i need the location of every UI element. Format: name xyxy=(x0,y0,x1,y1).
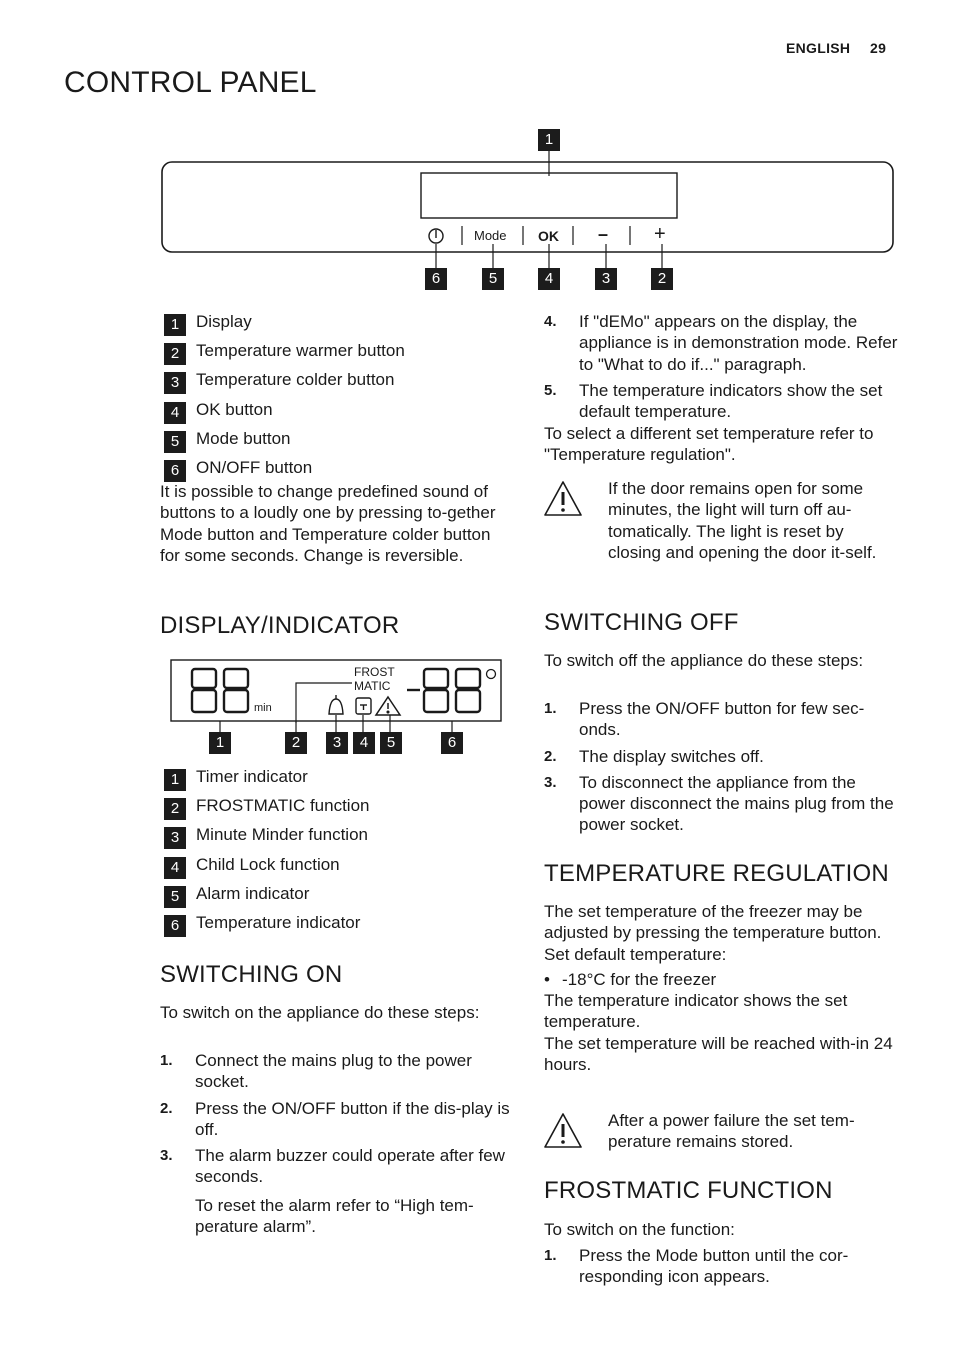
step-text: If "dEMo" appears on the display, the appliance is in demonstration mode. Refer to "What to do if..." paragraph. xyxy=(579,312,898,374)
step-item xyxy=(160,1098,515,1141)
legend-badge: 1 xyxy=(164,769,186,791)
legend-label: Mode button xyxy=(196,428,291,448)
language-label: ENGLISH xyxy=(786,40,851,56)
legend-item xyxy=(164,399,504,428)
step-item xyxy=(544,311,899,375)
step-text: Press the ON/OFF button if the dis-play is off. xyxy=(195,1098,510,1139)
step-item xyxy=(544,746,899,767)
step-extra-text: To reset the alarm refer to “High tem-perature alarm”. xyxy=(195,1195,474,1237)
legend-badge: 2 xyxy=(164,343,186,365)
legend-badge: 4 xyxy=(164,402,186,424)
lcd-badge-temperature: 6 xyxy=(441,732,463,754)
power-failure-warning-text: After a power failure the set tem-perature remains stored. xyxy=(608,1111,855,1152)
legend-item xyxy=(164,766,504,795)
step-item xyxy=(160,1145,515,1237)
lcd-diagram xyxy=(170,659,504,759)
legend-label: ON/OFF button xyxy=(196,457,313,477)
legend-label: Temperature indicator xyxy=(196,912,361,932)
legend-label: Alarm indicator xyxy=(196,883,310,903)
lcd-badge-timer: 1 xyxy=(209,732,231,754)
step-number: 1. xyxy=(160,1052,173,1069)
step-text: Press the Mode button until the cor-responding icon appears. xyxy=(579,1246,849,1287)
page-title: CONTROL PANEL xyxy=(64,66,317,99)
display-indicator-legend xyxy=(164,766,504,941)
lcd-badge-minute-minder: 3 xyxy=(326,732,348,754)
frostmatic-intro: To switch on the function: xyxy=(544,1220,735,1239)
step-item xyxy=(160,1050,515,1093)
legend-item xyxy=(164,369,504,398)
step-item xyxy=(544,1245,899,1288)
legend-label: Temperature warmer button xyxy=(196,341,405,361)
legend-label: Display xyxy=(196,312,252,331)
legend-item xyxy=(164,854,504,883)
bullet-item xyxy=(544,969,894,990)
control-panel-drawing xyxy=(160,128,896,298)
degree-icon xyxy=(487,670,496,679)
temperature-regulation-heading: TEMPERATURE REGULATION xyxy=(544,860,889,887)
step-number: 1. xyxy=(544,1247,557,1264)
bell-icon xyxy=(329,695,343,714)
lcd-frame xyxy=(171,660,501,721)
timer-digits xyxy=(192,669,248,712)
step-number: 2. xyxy=(160,1099,173,1117)
panel-outline xyxy=(162,162,893,252)
bullet-text: -18°C for the freezer xyxy=(562,969,717,989)
switching-off-heading: SWITCHING OFF xyxy=(544,609,739,636)
plus-button[interactable]: + xyxy=(654,223,666,245)
callout-badge-display: 1 xyxy=(538,129,560,151)
step-number: 3. xyxy=(544,773,557,791)
mode-button[interactable]: Mode xyxy=(474,228,507,243)
legend-badge: 5 xyxy=(164,431,186,453)
switching-off-intro: To switch off the appliance do these steps: xyxy=(544,651,864,670)
step-text: Connect the mains plug to the power socket. xyxy=(195,1051,472,1092)
sound-note: It is possible to change predefined sound of buttons to a loudly one by pressing to-gether Mode button and Temperature colder button for some seconds. Change is reversible. xyxy=(160,482,496,565)
lcd-badge-frostmatic: 2 xyxy=(285,732,307,754)
lcd-badge-child-lock: 4 xyxy=(353,732,375,754)
step-number: 4. xyxy=(544,313,557,330)
step-text: To disconnect the appliance from the power disconnect the mains plug from the power socket. xyxy=(579,772,894,835)
callout-badge-colder: 3 xyxy=(595,268,617,290)
legend-item xyxy=(164,340,504,369)
warning-icon xyxy=(543,1112,583,1150)
legend-badge: 6 xyxy=(164,460,186,482)
step-number: 1. xyxy=(544,700,557,717)
paragraph: The set temperature will be reached with-in 24 hours. xyxy=(544,1033,893,1075)
temperature-digits xyxy=(407,669,480,712)
frost-label: FROST xyxy=(354,665,395,679)
matic-label: MATIC xyxy=(354,679,391,693)
legend-label: Child Lock function xyxy=(196,854,340,874)
frostmatic-heading: FROSTMATIC FUNCTION xyxy=(544,1177,833,1204)
legend-label: OK button xyxy=(196,399,273,419)
warning-icon xyxy=(543,480,583,518)
legend-badge: 1 xyxy=(164,314,186,336)
callout-badge-mode: 5 xyxy=(482,268,504,290)
control-panel-diagram xyxy=(160,128,896,298)
callout-badge-warmer: 2 xyxy=(651,268,673,290)
control-panel-legend xyxy=(164,311,504,486)
legend-item xyxy=(164,883,504,912)
legend-item xyxy=(164,824,504,853)
legend-label: Timer indicator xyxy=(196,767,308,786)
bullet-icon: • xyxy=(544,969,550,989)
step-text: The temperature indicators show the set default temperature. xyxy=(579,380,883,422)
switching-off-steps xyxy=(544,698,899,841)
legend-badge: 2 xyxy=(164,798,186,820)
paragraph: Set default temperature: xyxy=(544,944,727,964)
lock-icon xyxy=(356,698,371,714)
legend-item xyxy=(164,311,504,340)
minus-button[interactable]: – xyxy=(598,224,609,244)
legend-item xyxy=(164,795,504,824)
step-text: The display switches off. xyxy=(579,746,764,766)
switching-on-heading: SWITCHING ON xyxy=(160,961,343,988)
step-text: The alarm buzzer could operate after few seconds. xyxy=(195,1146,505,1187)
legend-badge: 4 xyxy=(164,857,186,879)
legend-badge: 6 xyxy=(164,915,186,937)
lcd-badge-alarm: 5 xyxy=(380,732,402,754)
step-number: 3. xyxy=(160,1147,173,1165)
alarm-triangle-icon xyxy=(376,697,400,715)
legend-item xyxy=(164,428,504,457)
step-number: 2. xyxy=(544,747,557,765)
legend-item xyxy=(164,912,504,941)
paragraph: The set temperature of the freezer may be adjusted by pressing the temperature button. xyxy=(544,902,882,943)
paragraph: The temperature indicator shows the set temperature. xyxy=(544,991,848,1032)
min-label: min xyxy=(254,702,272,714)
switching-on-intro: To switch on the appliance do these steps: xyxy=(160,1003,480,1022)
switching-on-steps xyxy=(160,1050,515,1242)
panel-display-window xyxy=(421,173,677,218)
step-number: 5. xyxy=(544,381,557,399)
frostmatic-steps xyxy=(544,1245,899,1293)
legend-badge: 3 xyxy=(164,372,186,394)
step-item xyxy=(544,698,899,741)
legend-label: Minute Minder function xyxy=(196,825,368,845)
door-warning-text: If the door remains open for some minutes, the light will turn off au-tomatically. The light is reset by closing and opening the door it-self. xyxy=(608,479,877,562)
switching-on-after: To select a different set temperature refer to "Temperature regulation". xyxy=(544,424,874,465)
step-item xyxy=(544,772,899,836)
callout-badge-onoff: 6 xyxy=(425,268,447,290)
temperature-regulation-text xyxy=(544,901,894,1075)
page-number: 29 xyxy=(870,40,887,56)
step-text: Press the ON/OFF button for few sec-onds. xyxy=(579,699,865,740)
callout-badge-ok: 4 xyxy=(538,268,560,290)
display-indicator-heading: DISPLAY/INDICATOR xyxy=(160,612,400,639)
power-icon xyxy=(429,229,443,243)
legend-badge: 3 xyxy=(164,827,186,849)
legend-badge: 5 xyxy=(164,886,186,908)
switching-on-steps-continued xyxy=(544,311,899,422)
legend-label: FROSTMATIC function xyxy=(196,796,370,816)
legend-label: Temperature colder button xyxy=(196,370,395,390)
frost-leader-line xyxy=(296,683,352,723)
ok-button[interactable]: OK xyxy=(538,228,559,244)
step-item xyxy=(544,380,899,423)
